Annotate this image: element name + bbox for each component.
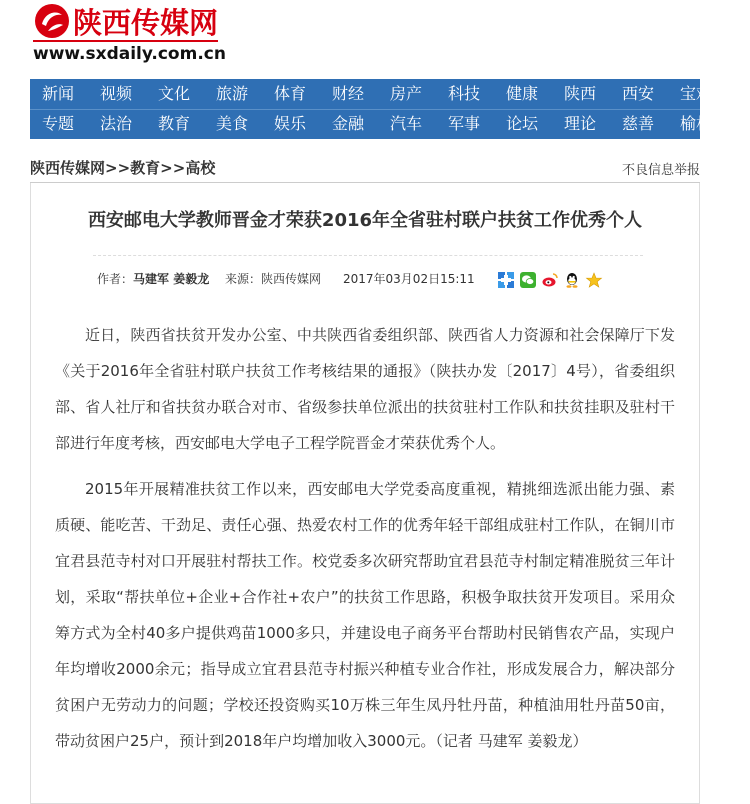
logo-divider: [33, 40, 218, 42]
nav-item-baoji[interactable]: 宝鸡: [680, 84, 713, 103]
article-body: [55, 317, 675, 769]
nav-item-realestate[interactable]: 房产: [390, 84, 423, 103]
nav-item-topics[interactable]: 专题: [42, 114, 75, 133]
nav-item-entertainment[interactable]: 娱乐: [274, 114, 307, 133]
weibo-icon[interactable]: [542, 272, 558, 288]
nav-item-news[interactable]: 新闻: [42, 84, 75, 103]
nav-item-culture[interactable]: 文化: [158, 84, 191, 103]
nav-item-tech[interactable]: 科技: [448, 84, 481, 103]
site-url: www.sxdaily.com.cn: [33, 44, 226, 64]
article-author: [97, 270, 209, 287]
nav-item-xian[interactable]: 西安: [622, 84, 655, 103]
nav-item-travel[interactable]: 旅游: [216, 84, 249, 103]
nav-item-health[interactable]: 健康: [506, 84, 539, 103]
breadcrumb-university[interactable]: 高校: [185, 159, 216, 177]
nav-item-military[interactable]: 军事: [448, 114, 481, 133]
nav-item-sports[interactable]: 体育: [274, 84, 307, 103]
article-source: 来源：陕西传媒网: [225, 272, 322, 286]
nav-item-finance[interactable]: 财经: [332, 84, 365, 103]
breadcrumb-home[interactable]: 陕西传媒网: [30, 159, 106, 177]
title-divider: [93, 255, 643, 256]
site-name: 陕西传媒网: [73, 6, 219, 40]
nav-item-law[interactable]: 法治: [100, 114, 133, 133]
nav-item-theory[interactable]: 理论: [564, 114, 597, 133]
nav-item-video[interactable]: 视频: [100, 84, 133, 103]
breadcrumb-education[interactable]: 教育: [130, 159, 161, 177]
report-link[interactable]: 不良信息举报: [621, 163, 700, 178]
main-nav: [30, 79, 713, 139]
article-title: 西安邮电大学教师晋金才荣获2016年全省驻村联户扶贫工作优秀个人: [87, 210, 643, 231]
article-container: [30, 183, 700, 804]
share-plus-icon[interactable]: [498, 272, 514, 288]
author-names: 马建军 姜毅龙: [133, 272, 210, 286]
favorite-star-icon[interactable]: [586, 272, 602, 288]
breadcrumb: [30, 157, 215, 178]
breadcrumb-separator: >>: [160, 159, 186, 177]
breadcrumb-separator: >>: [105, 159, 131, 177]
nav-item-auto[interactable]: 汽车: [390, 114, 423, 133]
nav-item-shaanxi[interactable]: 陕西: [564, 84, 597, 103]
article-date: 2017年03月02日15:11: [343, 272, 475, 286]
wechat-icon[interactable]: [520, 272, 536, 288]
nav-row-2: [30, 109, 750, 139]
article-paragraph: 近日，陕西省扶贫开发办公室、中共陕西省委组织部、陕西省人力资源和社会保障厅下发《关于2016年全省驻村联户扶贫工作考核结果的通报》（陕扶办发〔2017〕4号），省委组织部、省人社厅和省扶贫办联合对市、省级参扶单位派出的扶贫驻村工作队和扶贫挂职及驻村干部进行年度考核，西安邮电大学电子工程学院晋金才荣获优秀个人。: [55, 326, 675, 452]
qq-icon[interactable]: [564, 272, 580, 288]
nav-item-yulin[interactable]: 榆林: [680, 114, 713, 133]
nav-item-forum[interactable]: 论坛: [506, 114, 539, 133]
nav-item-food[interactable]: 美食: [216, 114, 249, 133]
article-paragraph: 2015年开展精准扶贫工作以来，西安邮电大学党委高度重视，精挑细选派出能力强、素质硬、能吃苦、干劲足、责任心强、热爱农村工作的优秀年轻干部组成驻村工作队，在铜川市宜君县范寺村对口开展驻村帮扶工作。校党委多次研究帮助宜君县范寺村制定精准脱贫三年计划，采取“帮扶单位+企业+合作社+农户”的扶贫工作思路，积极争取扶贫开发项目。采用众筹方式为全村40多户提供鸡苗1000多只，并建设电子商务平台帮助村民销售农产品，实现户年均增收2000余元；指导成立宜君县范寺村振兴种植专业合作社，形成发展合力，解决部分贫困户无劳动力的问题；学校还投资购买10万株三年生凤丹牡丹苗，种植油用牡丹苗50亩，带动贫困户25户，预计到2018年户均增加收入3000元。（记者 马建军 姜毅龙）: [55, 480, 675, 750]
nav-item-charity[interactable]: 慈善: [622, 114, 655, 133]
nav-item-banking[interactable]: 金融: [332, 114, 365, 133]
nav-item-education[interactable]: 教育: [158, 114, 191, 133]
logo-mark-icon: [33, 2, 71, 40]
author-label: 作者：: [97, 272, 134, 286]
nav-row-1: [30, 79, 750, 109]
